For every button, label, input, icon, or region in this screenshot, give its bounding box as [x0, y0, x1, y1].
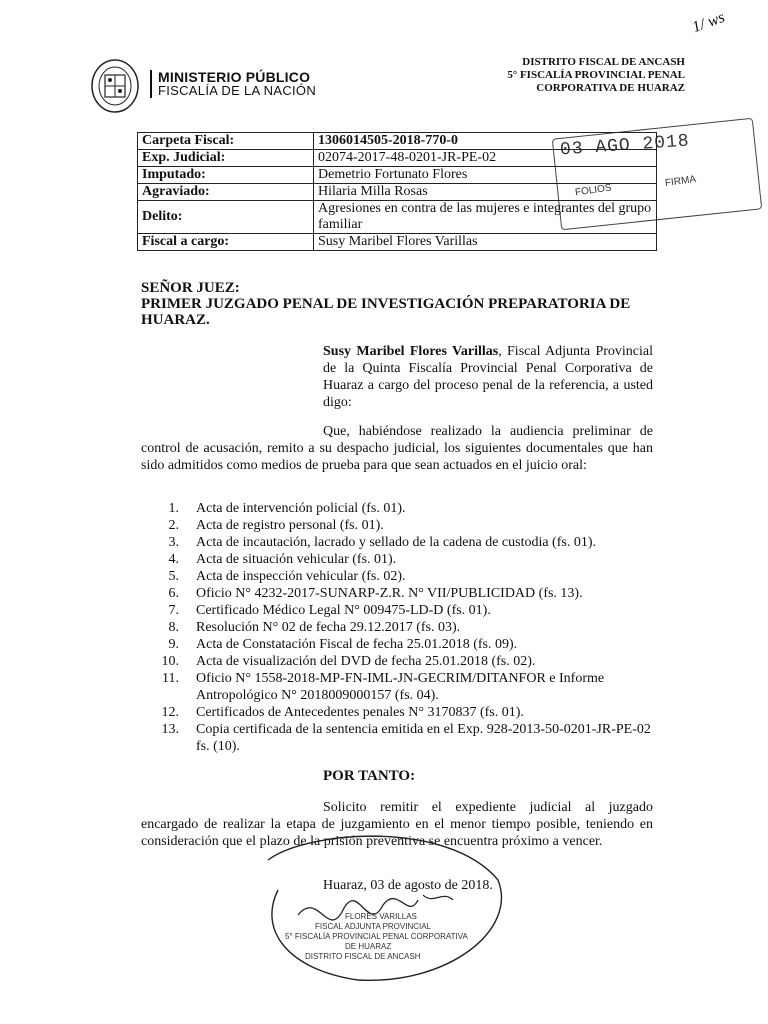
intro-rest: , Fiscal Adjunta Provincial de la Quinta Fiscalía Provincial Penal Corporativa de Huaraz a cargo del proceso penal de la referencia, a usted digo:: [323, 344, 653, 410]
signature-block: [285, 912, 468, 962]
signature-line2: FISCAL ADJUNTA PROVINCIAL: [315, 922, 432, 931]
signature-line1: FLORES VARILLAS: [345, 912, 417, 921]
row-value: 1306014505-2018-770-0: [314, 133, 657, 150]
body-paragraph: [141, 423, 653, 474]
table-row: [138, 150, 657, 167]
list-item: [141, 568, 653, 585]
item-number: 8.: [168, 620, 179, 635]
list-item: [141, 551, 653, 568]
table-row: [138, 167, 657, 184]
district-line3: CORPORATIVA DE HUARAZ: [536, 82, 685, 94]
row-key: Delito:: [138, 201, 314, 234]
stamp-date: 03 AGO 2018: [559, 131, 691, 161]
item-text: Acta de situación vehicular (fs. 01).: [196, 552, 397, 567]
list-item: [141, 653, 653, 670]
addressee: [141, 280, 661, 328]
intro-name: Susy Maribel Flores Varillas: [323, 344, 499, 359]
intro-paragraph: [323, 343, 653, 411]
list-item: [141, 704, 653, 721]
addressee-line1: SEÑOR JUEZ:: [141, 280, 240, 296]
district-heading: [470, 56, 685, 95]
case-info-table: [137, 132, 657, 251]
item-number: 1.: [168, 501, 179, 516]
institution-subname: FISCALÍA DE LA NACIÓN: [158, 83, 317, 98]
row-value: Hilaria Milla Rosas: [314, 184, 657, 201]
row-key: Exp. Judicial:: [138, 150, 314, 167]
item-text: Certificados de Antecedentes penales N° 3170837 (fs. 01).: [196, 705, 524, 720]
signature-line3: 5° FISCALÍA PROVINCIAL PENAL CORPORATIVA: [285, 932, 468, 941]
closing-text: Solicito remitir el expediente judicial al juzgado encargado de realizar la etapa de juzgamiento en el menor tiempo posible, teniendo en consideración que el plazo de la prisión preventiva se encuentra próximo a vencer.: [141, 800, 653, 849]
item-number: 2.: [168, 518, 179, 533]
ministry-seal-icon: [90, 58, 140, 114]
item-number: 3.: [168, 535, 179, 550]
date-line: Huaraz, 03 de agosto de 2018.: [323, 878, 493, 893]
list-item: [141, 585, 653, 602]
institution-name: MINISTERIO PÚBLICO: [158, 69, 311, 85]
row-key: Agraviado:: [138, 184, 314, 201]
list-item: [141, 721, 653, 755]
signature-line5: DISTRITO FISCAL DE ANCASH: [305, 952, 421, 961]
row-key: Imputado:: [138, 167, 314, 184]
list-item: [141, 517, 653, 534]
district-line1: DISTRITO FISCAL DE ANCASH: [522, 56, 685, 68]
item-text: Copia certificada de la sentencia emitida en el Exp. 928-2013-50-0201-JR-PE-02 fs. (10).: [196, 722, 651, 754]
row-value: 02074-2017-48-0201-JR-PE-02: [314, 150, 657, 167]
signature-line4: DE HUARAZ: [345, 942, 392, 951]
item-number: 10.: [161, 654, 179, 669]
item-number: 7.: [168, 603, 179, 618]
row-key: Fiscal a cargo:: [138, 234, 314, 251]
item-text: Oficio N° 4232-2017-SUNARP-Z.R. N° VII/PUBLICIDAD (fs. 13).: [196, 586, 583, 601]
signature-scribble-icon: [248, 820, 518, 990]
item-text: Acta de inspección vehicular (fs. 02).: [196, 569, 406, 584]
item-number: 13.: [161, 722, 179, 737]
item-number: 5.: [168, 569, 179, 584]
item-text: Acta de intervención policial (fs. 01).: [196, 501, 406, 516]
table-row: [138, 133, 657, 150]
list-item: [141, 500, 653, 517]
evidence-list: [141, 500, 653, 755]
item-text: Resolución N° 02 de fecha 29.12.2017 (fs. 03).: [196, 620, 461, 635]
district-line2: 5° FISCALÍA PROVINCIAL PENAL: [507, 69, 685, 81]
addressee-line2: PRIMER JUZGADO PENAL DE INVESTIGACIÓN PREPARATORIA DE HUARAZ.: [141, 296, 631, 328]
list-item: [141, 619, 653, 636]
stamp-firma: FIRMA: [664, 173, 697, 190]
item-text: Certificado Médico Legal N° 009475-LD-D (fs. 01).: [196, 603, 491, 618]
stamp-folios: FOLIOS: [574, 182, 613, 199]
item-number: 11.: [162, 671, 179, 686]
list-item: [141, 534, 653, 551]
item-number: 9.: [168, 637, 179, 652]
list-item: [141, 602, 653, 619]
item-text: Acta de registro personal (fs. 01).: [196, 518, 384, 533]
item-number: 4.: [168, 552, 179, 567]
item-number: 6.: [168, 586, 179, 601]
table-row: [138, 184, 657, 201]
item-text: Acta de Constatación Fiscal de fecha 25.01.2018 (fs. 09).: [196, 637, 518, 652]
row-value: Susy Maribel Flores Varillas: [314, 234, 657, 251]
institution-heading: [150, 70, 316, 98]
list-item: [141, 670, 653, 704]
closing-heading: POR TANTO:: [323, 768, 416, 784]
item-text: Acta de visualización del DVD de fecha 25.01.2018 (fs. 02).: [196, 654, 536, 669]
table-row: [138, 201, 657, 234]
table-row: [138, 234, 657, 251]
body-text: Que, habiéndose realizado la audiencia preliminar de control de acusación, remito a su despacho judicial, los siguientes documentales que han sido admitidos como medios de prueba para que sean actuados en el juicio oral:: [141, 424, 653, 473]
row-key: Carpeta Fiscal:: [138, 133, 314, 150]
row-value: Agresiones en contra de las mujeres e integrantes del grupo familiar: [314, 201, 657, 234]
item-text: Acta de incautación, lacrado y sellado de la cadena de custodia (fs. 01).: [196, 535, 596, 550]
item-number: 12.: [161, 705, 179, 720]
item-text: Oficio N° 1558-2018-MP-FN-IML-JN-GECRIM/DITANFOR e Informe Antropológico N° 2018009000157 (fs. 04).: [196, 671, 605, 703]
corner-handwritten-note: 1/ ws: [689, 8, 728, 37]
row-value: Demetrio Fortunato Flores: [314, 167, 657, 184]
list-item: [141, 636, 653, 653]
